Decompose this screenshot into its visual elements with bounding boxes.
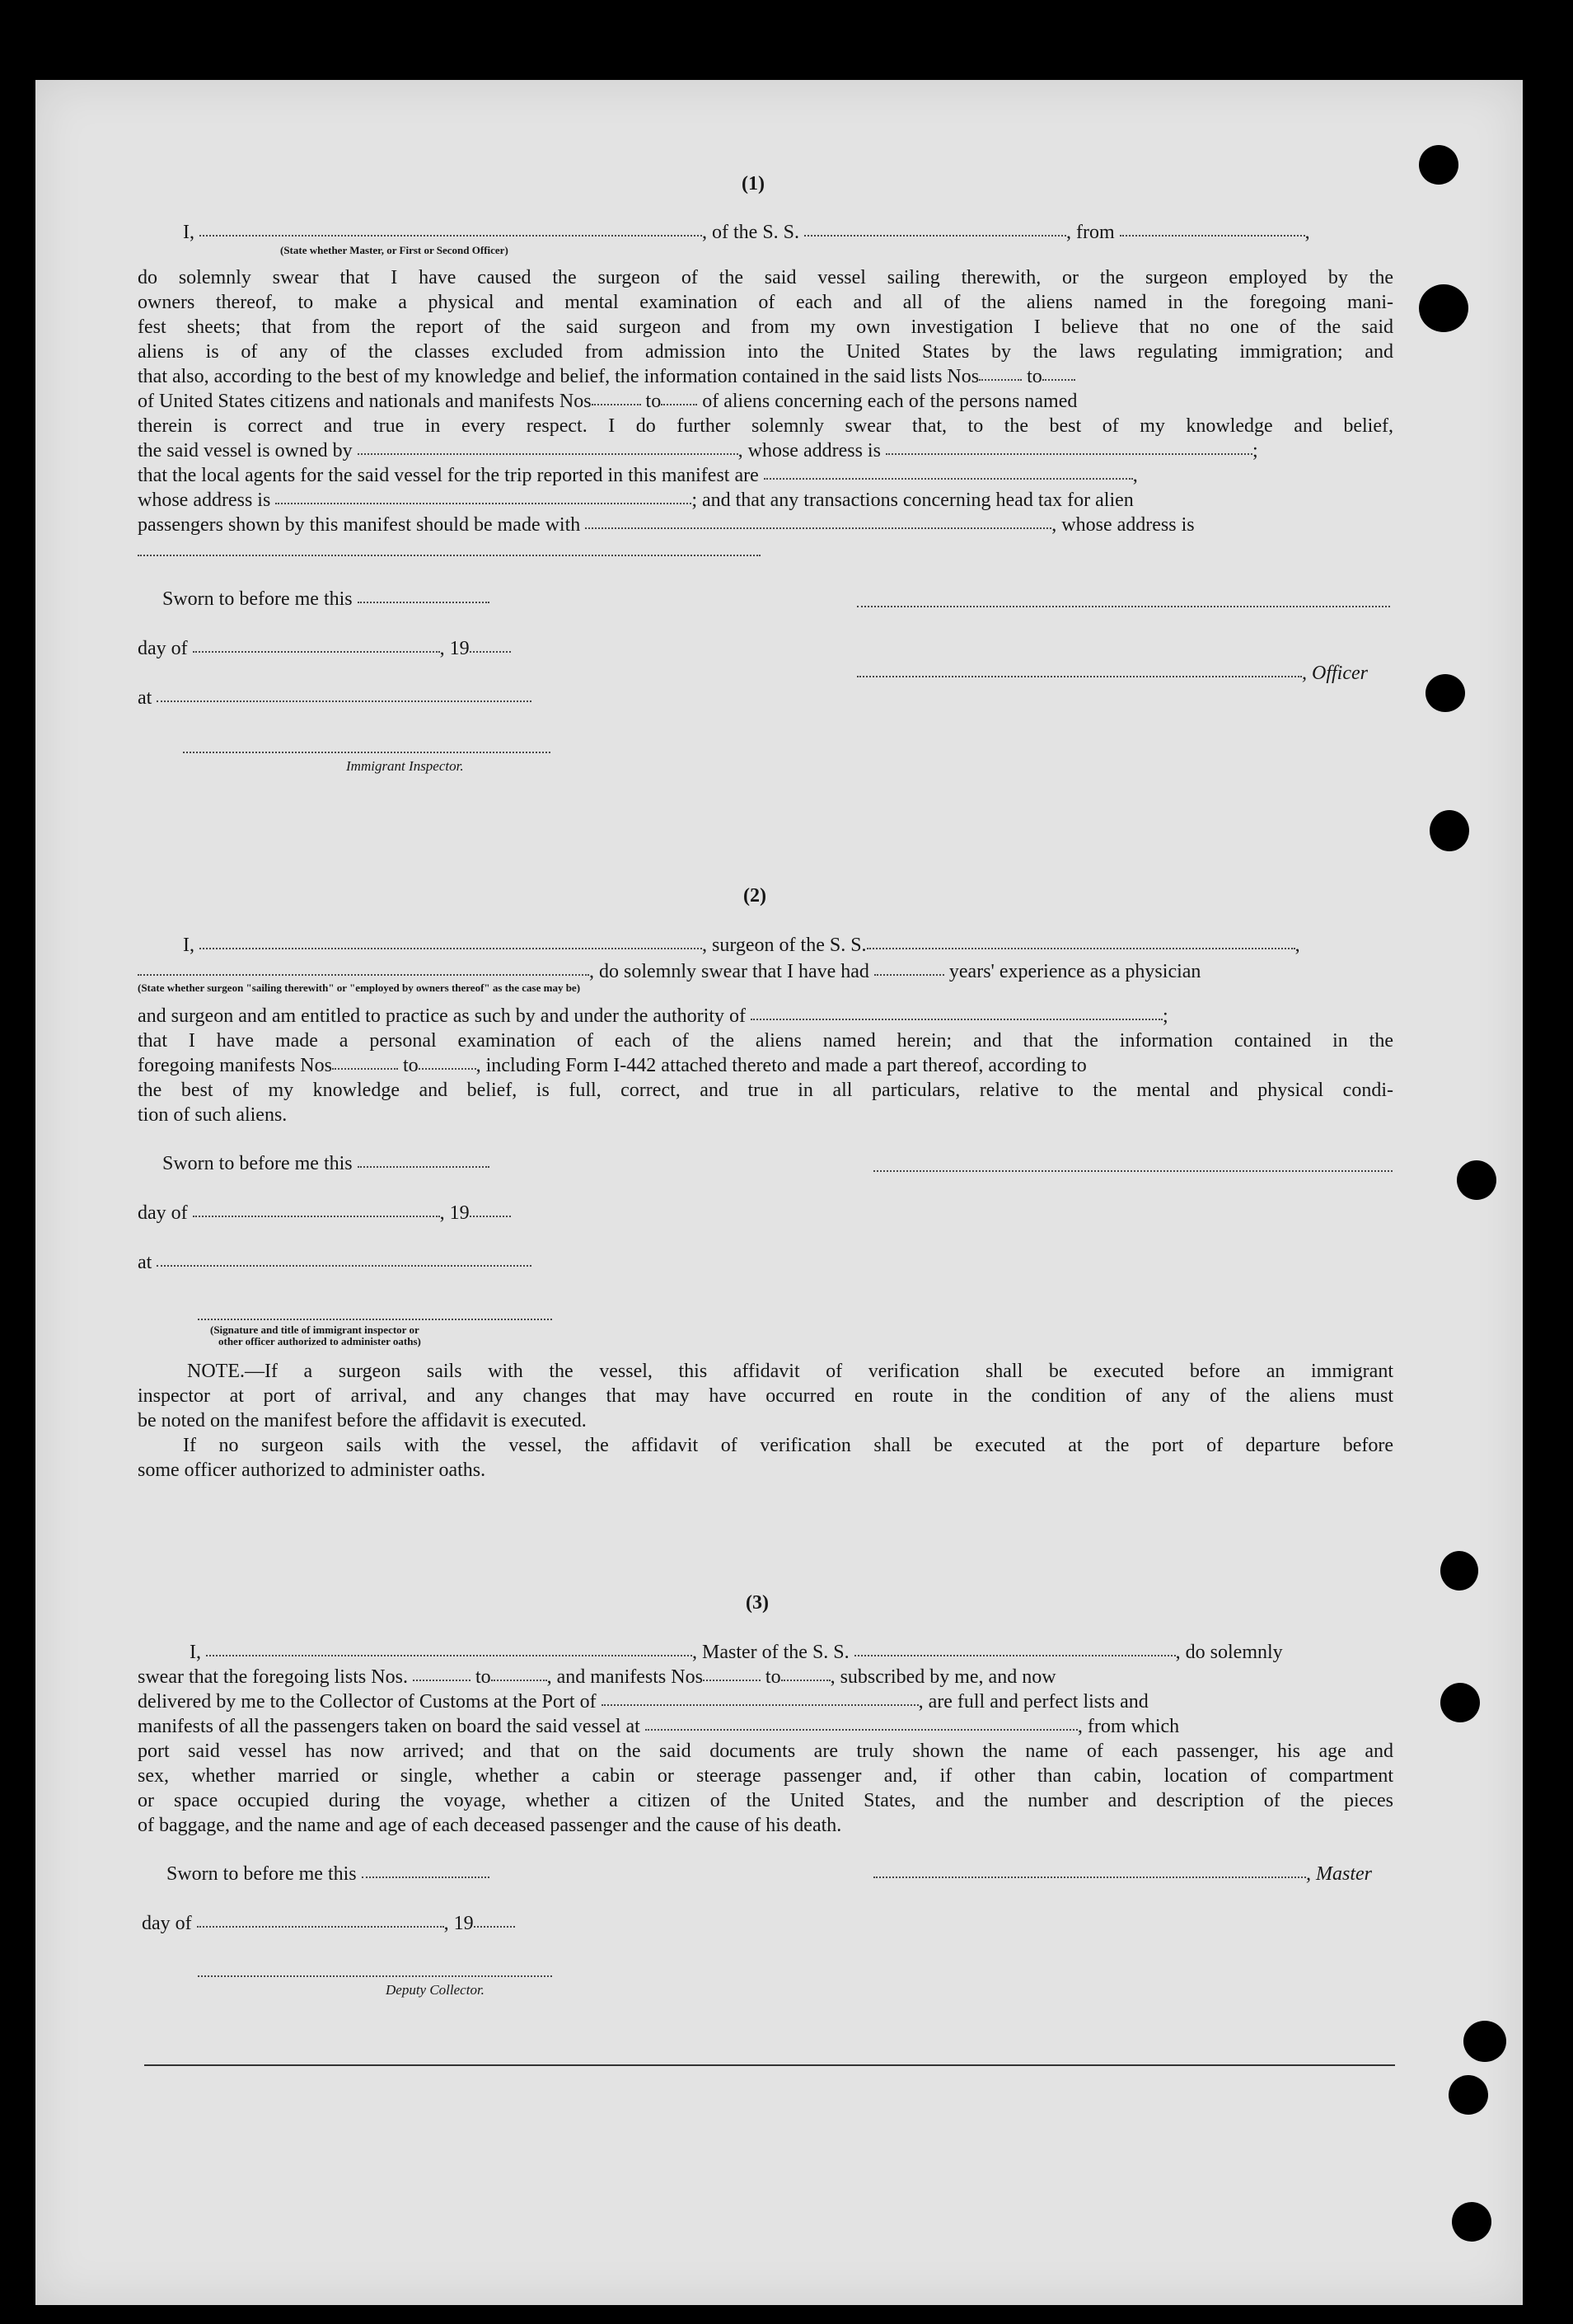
s3-day-field[interactable] xyxy=(197,1926,444,1928)
s1-l9-address-label: , whose address is xyxy=(737,440,881,462)
immigrant-inspector-label: Immigrant Inspector. xyxy=(346,758,464,774)
s3-line-6: sex, whether married or single, whether a cabin or steerage passenger and, if other than cabin, location of compartment xyxy=(138,1765,1393,1787)
officer-signature-field[interactable] xyxy=(857,676,1302,677)
s3-l2-text: swear that the foregoing lists Nos. xyxy=(138,1666,408,1688)
manifests-nos-from-field[interactable] xyxy=(592,404,641,405)
deputy-collector-label: Deputy Collector. xyxy=(386,1982,485,1998)
section-1-heading: (1) xyxy=(742,173,765,194)
s3-line-7: or space occupied during the voyage, whether a citizen of the United States, and the number and description of the pieces xyxy=(138,1790,1393,1811)
s1-l12-text: passengers shown by this manifest should be made with xyxy=(138,514,581,536)
s1-officer-note: (State whether Master, or First or Second Officer) xyxy=(280,244,508,256)
note-label: NOTE. xyxy=(187,1361,245,1382)
s2-note-line-5: some officer authorized to administer oaths. xyxy=(138,1460,486,1481)
s2-signature-note-2: other officer authorized to administer oaths) xyxy=(218,1335,421,1347)
master-name-field[interactable] xyxy=(206,1655,692,1656)
surgeon-name-field[interactable] xyxy=(199,948,702,949)
s1-l1-c: , from xyxy=(1066,222,1115,243)
s1-l6-to: to xyxy=(1027,366,1042,387)
s1-l1-a: I, xyxy=(183,222,194,243)
s3-l1-text: , Master of the S. S. xyxy=(692,1642,850,1663)
s2-at xyxy=(138,1250,531,1275)
s2-line-3 xyxy=(138,1004,1168,1028)
s2-l1-i: I, xyxy=(183,935,194,956)
s1-line-7 xyxy=(138,389,1077,414)
s2-day xyxy=(138,1201,511,1225)
master-signature-field[interactable] xyxy=(873,1877,1306,1878)
s3-l4-text: manifests of all the passengers taken on board the said vessel at xyxy=(138,1716,640,1737)
s2-line-7: tion of such aliens. xyxy=(138,1104,288,1126)
s2-note-line-4: If no surgeon sails with the vessel, the affidavit of verification shall be executed at the port of departure before xyxy=(183,1435,1393,1456)
head-tax-party-field[interactable] xyxy=(585,527,1051,529)
s1-l11-text: whose address is xyxy=(138,490,271,511)
s2-note-line-1 xyxy=(187,1359,1393,1384)
s2-year-label: , 19 xyxy=(439,1202,470,1224)
s2-l3-text: and surgeon and am entitled to practice as such by and under the authority of xyxy=(138,1005,746,1027)
s1-l7-to: to xyxy=(645,391,662,412)
s2-vessel-field[interactable] xyxy=(867,948,1295,949)
s3-l4-text-2: , from which xyxy=(1077,1716,1180,1737)
s3-l2-to-2: to xyxy=(765,1666,781,1688)
s3-vessel-field[interactable] xyxy=(854,1655,1176,1656)
s2-l5-to: to xyxy=(402,1055,419,1076)
s3-lists-from-field[interactable] xyxy=(413,1680,470,1681)
punch-hole xyxy=(1457,1160,1496,1200)
s2-sworn-date-field[interactable] xyxy=(358,1166,489,1168)
s2-l5-text: foregoing manifests Nos xyxy=(138,1055,332,1076)
s1-l7-text: of United States citizens and nationals and manifests Nos xyxy=(138,391,592,412)
s2-line-5 xyxy=(138,1053,1087,1078)
s1-l7-text-2: of aliens concerning each of the persons named xyxy=(702,391,1078,412)
s1-line-3: owners thereof, to make a physical and mental examination of each and all of the aliens named in the foregoing mani- xyxy=(138,292,1393,313)
s2-line-4: that I have made a personal examination of each of the aliens named herein; and that the information contained in the xyxy=(138,1030,1393,1052)
s3-l1-text-2: , do solemnly xyxy=(1175,1642,1283,1663)
agents-address-field[interactable] xyxy=(275,503,691,504)
s1-sworn-label: Sworn to before me this xyxy=(162,588,353,610)
name-field[interactable] xyxy=(199,235,702,237)
s2-inspector-signature-line[interactable] xyxy=(198,1319,552,1320)
s1-at-field[interactable] xyxy=(157,700,531,702)
owner-address-field[interactable] xyxy=(886,453,1252,455)
s2-surgeon-note: (State whether surgeon "sailing therewith" or "employed by owners thereof" as the case may be) xyxy=(138,982,581,994)
s3-l2-text-2: , and manifests Nos xyxy=(546,1666,703,1688)
s2-sworn-label: Sworn to before me this xyxy=(162,1153,353,1174)
s1-l9-end: ; xyxy=(1252,440,1258,462)
s3-sworn-label: Sworn to before me this xyxy=(166,1863,357,1885)
section-3-heading: (3) xyxy=(746,1592,769,1614)
punch-hole xyxy=(1440,1551,1478,1591)
s2-line-1 xyxy=(183,933,1300,958)
s1-sworn-date-field[interactable] xyxy=(358,602,489,603)
s1-line-12 xyxy=(138,513,1195,537)
s3-day xyxy=(142,1911,515,1936)
officer-label: , Officer xyxy=(1302,663,1368,684)
boarding-port-field[interactable] xyxy=(645,1729,1078,1731)
note-text-1: —If a surgeon sails with the vessel, this affidavit of verification shall be executed before an immigrant xyxy=(244,1361,1393,1382)
punch-hole xyxy=(1430,810,1469,851)
s1-line-11 xyxy=(138,488,1134,513)
s3-l2-text-3: , subscribed by me, and now xyxy=(830,1666,1056,1688)
s3-line-2 xyxy=(138,1665,1056,1689)
punch-hole xyxy=(1419,145,1458,185)
lists-nos-to-field[interactable] xyxy=(1042,379,1075,381)
s2-line-6: the best of my knowledge and belief, is full, correct, and true in all particulars, relative to the mental and physical condi- xyxy=(138,1080,1393,1101)
s1-line-8: therein is correct and true in every respect. I do further solemnly swear that, to the best of my knowledge and belief, xyxy=(138,415,1393,437)
punch-hole xyxy=(1452,2202,1491,2242)
s2-l1-text: , surgeon of the S. S. xyxy=(702,935,867,956)
s3-line-5: port said vessel has now arrived; and that on the said documents are truly shown the name of each passenger, his age and xyxy=(138,1741,1393,1762)
s2-sworn xyxy=(162,1151,489,1176)
bottom-rule xyxy=(144,2064,1395,2066)
s3-master-row xyxy=(873,1862,1372,1886)
s1-line-6 xyxy=(138,364,1075,389)
owner-field[interactable] xyxy=(358,453,738,455)
s3-l3-text: delivered by me to the Collector of Customs at the Port of xyxy=(138,1691,597,1713)
s1-year-field[interactable] xyxy=(470,651,511,653)
s1-line-1 xyxy=(183,220,1310,245)
s1-day-field[interactable] xyxy=(193,651,440,653)
s1-day xyxy=(138,636,511,661)
s3-sworn-date-field[interactable] xyxy=(362,1877,489,1878)
s2-manifests-from-field[interactable] xyxy=(332,1068,398,1070)
s2-year-field[interactable] xyxy=(470,1216,511,1217)
s2-l1-end: , xyxy=(1294,935,1300,956)
s2-l5-text-2: , including Form I-442 attached thereto and made a part thereof, according to xyxy=(475,1055,1087,1076)
s1-signature-line[interactable] xyxy=(857,606,1390,607)
s3-sworn xyxy=(166,1862,489,1886)
punch-hole xyxy=(1449,2075,1488,2115)
s2-l3-end: ; xyxy=(1163,1005,1168,1027)
s1-l1-d: , xyxy=(1304,222,1310,243)
s2-signature-line[interactable] xyxy=(873,1170,1393,1172)
s1-l10-end: , xyxy=(1132,465,1138,486)
s3-lists-to-field[interactable] xyxy=(491,1680,547,1681)
s2-signature-note-1: (Signature and title of immigrant inspector or xyxy=(210,1324,419,1336)
vessel-field[interactable] xyxy=(804,235,1066,237)
s1-l9-owned-by: the said vessel is owned by xyxy=(138,440,353,462)
punch-hole xyxy=(1463,2021,1506,2062)
punch-hole xyxy=(1419,284,1468,332)
lists-nos-from-field[interactable] xyxy=(979,379,1022,381)
s1-line-2: do solemnly swear that I have caused the surgeon of the said vessel sailing therewith, or the surgeon employed by the xyxy=(138,267,1393,288)
s2-day-label: day of xyxy=(138,1202,188,1224)
s1-line-9 xyxy=(138,438,1258,463)
s3-line-8: of baggage, and the name and age of each deceased passenger and the cause of his death. xyxy=(138,1815,842,1836)
s2-note-line-3: be noted on the manifest before the affidavit is executed. xyxy=(138,1410,587,1431)
section-2-heading: (2) xyxy=(743,885,766,907)
s1-sworn xyxy=(162,587,489,611)
port-field[interactable] xyxy=(602,1704,919,1706)
master-label: , Master xyxy=(1306,1863,1372,1885)
manifests-nos-to-field[interactable] xyxy=(661,404,697,405)
s1-l10-text: that the local agents for the said vessel for the trip reported in this manifest are xyxy=(138,465,759,486)
s2-l2-text: , do solemnly swear that I have had xyxy=(589,961,869,982)
s3-manifests-from-field[interactable] xyxy=(703,1680,761,1681)
years-experience-field[interactable] xyxy=(874,974,944,976)
s1-officer-row xyxy=(857,661,1368,686)
s3-manifests-to-field[interactable] xyxy=(781,1680,831,1681)
s3-l1-i: I, xyxy=(190,1642,201,1663)
s2-manifests-to-field[interactable] xyxy=(419,1068,476,1070)
s2-at-label: at xyxy=(138,1252,152,1273)
s3-l2-to: to xyxy=(475,1666,491,1688)
s2-at-field[interactable] xyxy=(157,1265,531,1267)
s3-l3-text-2: , are full and perfect lists and xyxy=(918,1691,1149,1713)
inspector-signature-line[interactable] xyxy=(183,752,550,753)
s3-line-4 xyxy=(138,1714,1179,1739)
s2-note-line-2: inspector at port of arrival, and any changes that may have occurred en route in the condition of any of the aliens must xyxy=(138,1385,1393,1407)
s3-year-field[interactable] xyxy=(474,1926,515,1928)
s1-l1-b: , of the S. S. xyxy=(702,222,800,243)
s1-at-label: at xyxy=(138,687,152,709)
s2-line-2 xyxy=(138,959,1201,984)
from-field[interactable] xyxy=(1120,235,1305,237)
s1-l11-text-2: ; and that any transactions concerning head tax for alien xyxy=(691,490,1134,511)
s1-l12-text-2: , whose address is xyxy=(1051,514,1195,536)
punch-hole xyxy=(1440,1683,1480,1722)
local-agents-field[interactable] xyxy=(764,478,1133,480)
s3-line-1 xyxy=(190,1640,1283,1665)
s3-day-label: day of xyxy=(142,1913,192,1934)
s1-l6-text: that also, according to the best of my knowledge and belief, the information contained in the said lists Nos xyxy=(138,366,980,387)
s2-day-field[interactable] xyxy=(193,1216,440,1217)
s1-at xyxy=(138,686,531,710)
punch-hole xyxy=(1426,674,1465,712)
s1-year-label: , 19 xyxy=(439,638,470,659)
s3-year-label: , 19 xyxy=(443,1913,474,1934)
s1-line-10 xyxy=(138,463,1138,488)
s1-line-5: aliens is of any of the classes excluded from admission into the United States by the laws regulating immigration; and xyxy=(138,341,1393,363)
s3-line-3 xyxy=(138,1689,1149,1714)
collector-signature-line[interactable] xyxy=(198,1975,552,1977)
head-tax-address-field[interactable] xyxy=(138,555,761,556)
s2-l2-text-2: years' experience as a physician xyxy=(948,961,1201,982)
authority-field[interactable] xyxy=(751,1019,1163,1020)
s1-day-label: day of xyxy=(138,638,188,659)
s1-line-4: fest sheets; that from the report of the said surgeon and from my own investigation I believe that no one of the said xyxy=(138,316,1393,338)
surgeon-type-field[interactable] xyxy=(138,974,589,976)
